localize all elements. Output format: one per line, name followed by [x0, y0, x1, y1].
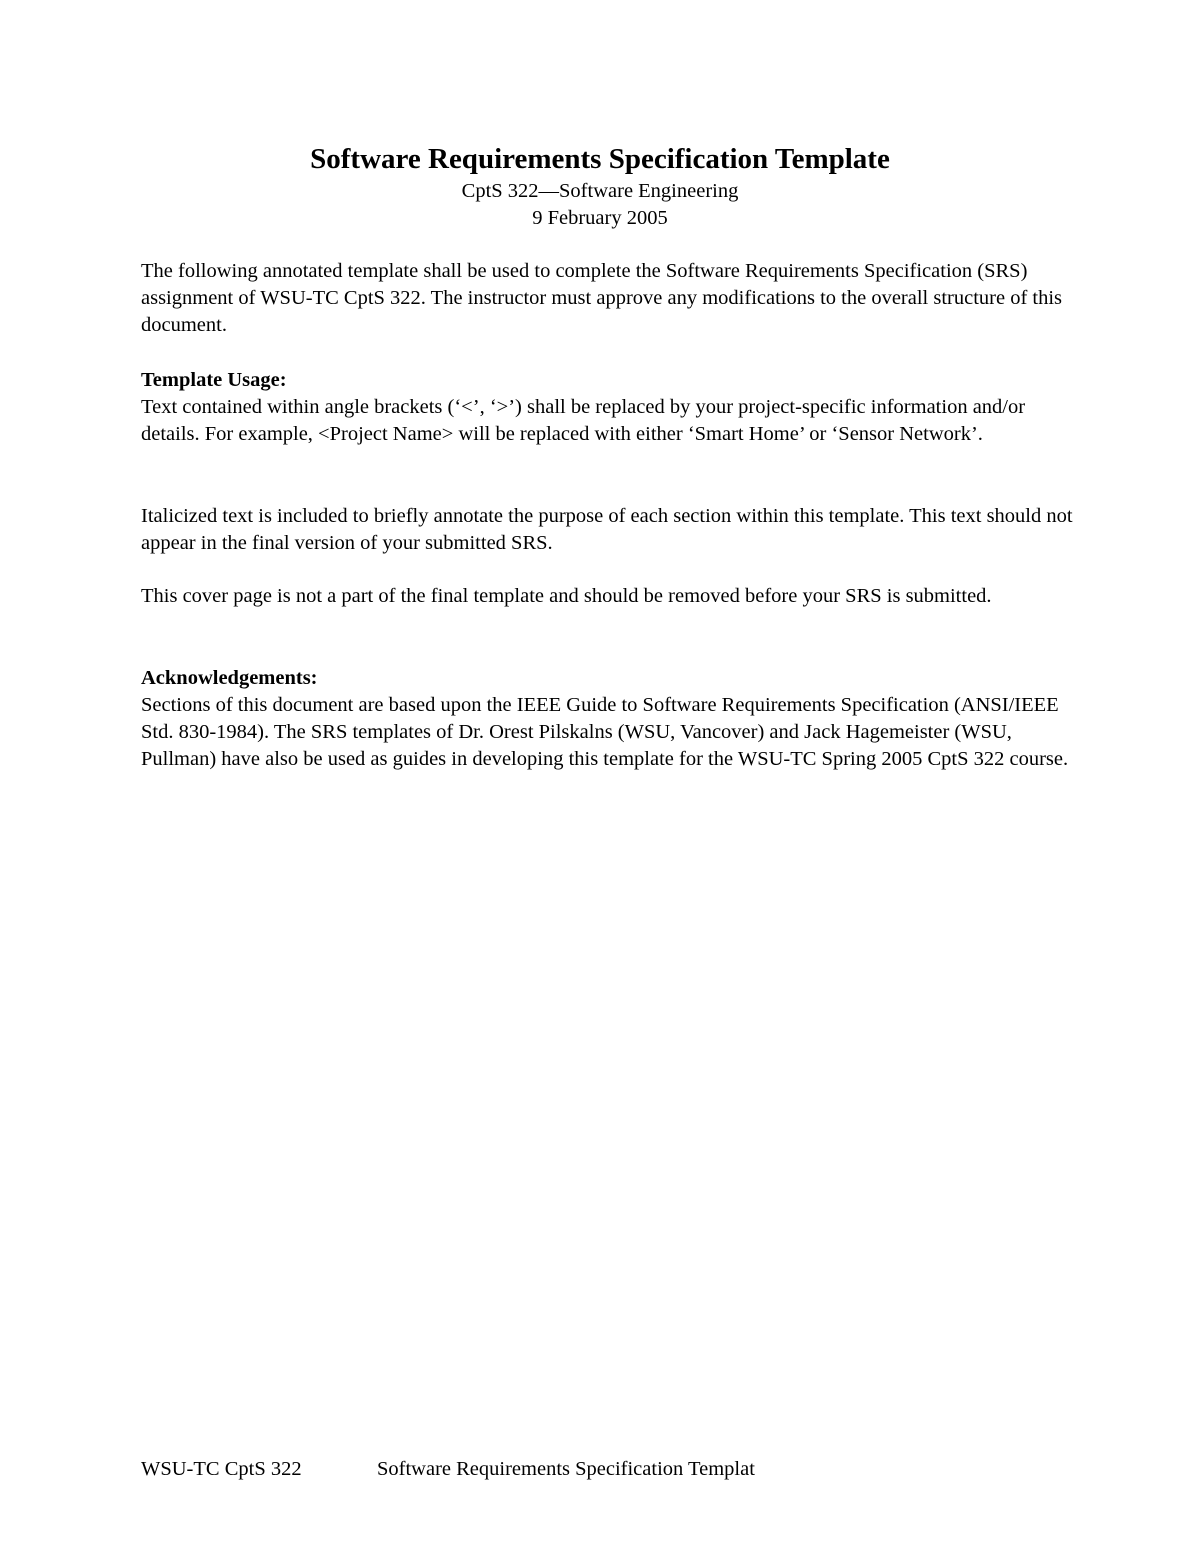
course-name: CptS 322—Software Engineering [461, 180, 739, 202]
usage-paragraph-cover-page: This cover page is not a part of the final template and should be removed before your SRS is submitted. [141, 585, 992, 607]
footer-course-code: WSU-TC CptS 322 [141, 1458, 302, 1480]
acknowledgements-heading: Acknowledgements: [141, 667, 318, 689]
footer-document-name: Software Requirements Specification Templat [377, 1458, 755, 1480]
page-footer [141, 1456, 755, 1483]
acknowledgements-paragraph: Sections of this document are based upon the IEEE Guide to Software Requirements Specification (ANSI/IEEE Std. 830-1984). The SRS templates of Dr. Orest Pilskalns (WSU, Vancover) and Jack Hagemeister (WSU, Pullman) have also be used as guides in developing this template for the WSU-TC Spring 2005 CptS 322 course. [141, 694, 1069, 771]
usage-paragraph-brackets: Text contained within angle brackets (‘<’, ‘>’) shall be replaced by your project-specific information and/or details. For example, <Project Name> will be replaced with either ‘Smart Home’ or ‘Sensor Network’. [141, 396, 1026, 446]
document-title: Software Requirements Specification Template [310, 143, 890, 175]
intro-paragraph: The following annotated template shall be used to complete the Software Requirements Specification (SRS) assignment of WSU-TC CptS 322. The instructor must approve any modifications to the overall structure of this document. [141, 260, 1063, 337]
document-date: 9 February 2005 [532, 207, 668, 229]
template-usage-heading: Template Usage: [141, 369, 287, 391]
usage-paragraph-italics: Italicized text is included to briefly annotate the purpose of each section within this template. This text should not appear in the final version of your submitted SRS. [141, 505, 1073, 555]
